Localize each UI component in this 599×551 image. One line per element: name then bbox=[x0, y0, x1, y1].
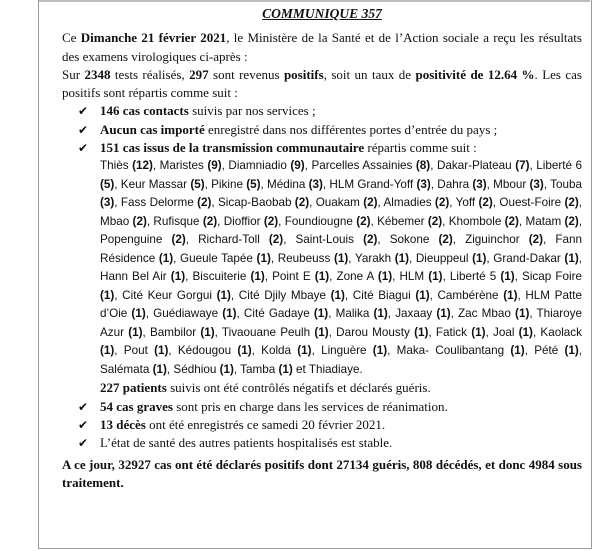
locality-entry: Mbao (2) bbox=[100, 214, 147, 228]
intro-paragraph: Ce Dimanche 21 février 2021, le Ministère de la Santé et de l’Action sociale a reçu les résultats des examens virologiques ci-après : bbox=[62, 30, 582, 64]
locality-entry: Reubeuss (1) bbox=[277, 251, 349, 265]
locality-entry: Point E (1) bbox=[272, 270, 330, 284]
recovered-line: 227 patients suivis ont été contrôlés négatifs et déclarés guéris. bbox=[100, 380, 431, 396]
locality-entry: Hann Bel Air (1) bbox=[100, 270, 186, 284]
locality-entry: Yarakh (1) bbox=[354, 251, 409, 265]
summary-paragraph: A ce jour, 32927 cas ont été déclarés positifs dont 27134 guéris, 808 décédés, et donc 4984 sous traitement. bbox=[62, 456, 582, 490]
locality-entry: Popenguine (2) bbox=[100, 233, 186, 247]
locality-entry: Foundiougne (2) bbox=[284, 214, 371, 228]
locality-entry: Pikine (5) bbox=[211, 177, 261, 191]
locality-entry: Ouest-Foire (2) bbox=[499, 196, 579, 210]
locality-entry: Cité Djily Mbaye (1) bbox=[238, 288, 345, 302]
locality-entry: Matam (2) bbox=[525, 214, 579, 228]
locality-entry: Thiès (12) bbox=[100, 159, 153, 173]
locality-entry: Salémata (1) bbox=[100, 362, 167, 376]
check-icon: ✔ bbox=[77, 417, 89, 432]
locality-entry: Cambérène (1) bbox=[437, 288, 518, 302]
locality-entry: Biscuiterie (1) bbox=[192, 270, 265, 284]
locality-entry: Khombole (2) bbox=[448, 214, 519, 228]
locality-entry: Cité Keur Gorgui (1) bbox=[122, 288, 231, 302]
list-item-deaths: ✔ 13 décès ont été enregistrés ce samedi 20 février 2021. bbox=[62, 416, 582, 434]
locality-entry: Dioffior (2) bbox=[223, 214, 279, 228]
positivity-rate: positivité de 12.64 % bbox=[415, 66, 535, 82]
locality-entry: Grand-Dakar (1) bbox=[493, 251, 579, 265]
list-item-imported: ✔ Aucun cas importé enregistré dans nos différentes portes d’entrée du pays ; bbox=[62, 121, 582, 139]
check-icon: ✔ bbox=[77, 436, 89, 451]
locality-entry: Liberté 5 (1) bbox=[449, 270, 515, 284]
community-cases-by-locality: Thiès (12), Maristes (9), Diamniadio (9), Parcelles Assainies (8), Dakar-Plateau (7), Liberté 6 (5), Keur Massar (5), Pikine (5), Médina (3), HLM Grand-Yoff (3), Dahra (3), Mbour (3), Touba (3), Fass Delorme (2), Sicap-Baobab (2), Ouakam (2), Almadies (2), Yoff (2), Ouest-Foire (2), Mbao (2), Rufisque (2), Dioffior (2), Foundiougne (2), Kébemer (2), Khombole (2), Matam (2), Popenguine (2), Richard-Toll (2), Saint-Louis (2), Sokone (2), Ziguinchor (2), Fann Résidence (1), Gueule Tapée (1), Reubeuss (1), Yarakh (1), Dieuppeul (1), Grand-Dakar (1), Hann Bel Air (1), Biscuiterie (1), Point E (1), Zone A (1), HLM (1), Liberté 5 (1), Sicap Foire (1), Cité Keur Gorgui (1), Cité Djily Mbaye (1), Cité Biagui (1), Cambérène (1), HLM Patte d’Oie (1), Guédiawaye (1), Cité Gadaye (1), Malika (1), Jaxaay (1), Zac Mbao (1), Thiaroye Azur (1), Bambilor (1), Tivaouane Peulh (1), Darou Mousty (1), Fatick (1), Joal (1), Kaolack (1), Pout (1), Kédougou (1), Kolda (1), Linguère (1), Maka- Coulibantang (1), Pété (1), Salémata (1), Sédhiou (1), Tamba (1) et Thiadiaye. bbox=[100, 159, 583, 376]
page-title: COMMUNIQUE 357 bbox=[262, 6, 382, 21]
locality-entry: HLM Patte d’Oie (1) bbox=[100, 288, 582, 321]
locality-entry: Diamniadio (9) bbox=[228, 159, 305, 173]
check-icon: ✔ bbox=[77, 104, 89, 119]
locality-entry: Thiadiaye. bbox=[308, 362, 363, 376]
locality-entry: Fatick (1) bbox=[435, 325, 486, 339]
locality-entry: Kébemer (2) bbox=[377, 214, 443, 228]
locality-entry: Ouakam (2) bbox=[315, 196, 378, 210]
locality-entry: Cité Biagui (1) bbox=[352, 288, 430, 302]
locality-entry: Jaxaay (1) bbox=[395, 307, 451, 321]
locality-entry: Keur Massar (5) bbox=[120, 177, 205, 191]
locality-entry: Médina (3) bbox=[267, 177, 323, 191]
locality-entry: Kolda (1) bbox=[261, 344, 312, 358]
locality-entry: Zac Mbao (1) bbox=[458, 307, 530, 321]
locality-entry: Linguère (1) bbox=[321, 344, 388, 358]
status-list bbox=[62, 398, 582, 453]
tests-paragraph: Sur 2348 tests réalisés, 297 sont revenus positifs, soit un taux de positivité de 12.64 %. Les cas positifs sont répartis comme suit : bbox=[62, 66, 582, 101]
locality-entry: Saint-Louis (2) bbox=[295, 233, 378, 247]
locality-entry: HLM Grand-Yoff (3) bbox=[329, 177, 431, 191]
locality-entry: Maristes (9) bbox=[159, 159, 222, 173]
locality-entry: Kédougou (1) bbox=[177, 344, 252, 358]
locality-entry: Dakar-Plateau (7) bbox=[436, 159, 530, 173]
locality-entry: Zone A (1) bbox=[336, 270, 393, 284]
list-item-stable: ✔ L’état de santé des autres patients hospitalisés est stable. bbox=[62, 434, 582, 452]
locality-entry: Dieuppeul (1) bbox=[415, 251, 487, 265]
locality-entry: Rufisque (2) bbox=[153, 214, 218, 228]
list-item-contacts: ✔ 146 cas contacts suivis par nos services ; bbox=[62, 102, 582, 120]
locality-entry: Tivaouane Peulh (1) bbox=[221, 325, 329, 339]
locality-entry: Pété (1) bbox=[534, 344, 579, 358]
locality-entry: Mbour (3) bbox=[493, 177, 544, 191]
locality-entry: Touba (3) bbox=[100, 177, 582, 210]
list-item-severe: ✔ 54 cas graves sont pris en charge dans les services de réanimation. bbox=[62, 398, 582, 416]
locality-entry: Guédiawaye (1) bbox=[153, 307, 237, 321]
locality-entry: Sokone (2) bbox=[389, 233, 453, 247]
check-icon: ✔ bbox=[77, 399, 89, 414]
list-item-community: ✔ 151 cas issus de la transmission communautaire répartis comme suit : bbox=[62, 139, 582, 157]
locality-entry: Liberté 6 (5) bbox=[100, 159, 582, 191]
locality-entry: Bambilor (1) bbox=[150, 325, 215, 339]
locality-entry: Darou Mousty (1) bbox=[336, 325, 429, 339]
locality-entry: Sicap-Baobab (2) bbox=[218, 196, 310, 210]
locality-entry: Gueule Tapée (1) bbox=[180, 251, 271, 265]
communique-page bbox=[62, 5, 582, 492]
locality-entry: Parcelles Assainies (8) bbox=[311, 159, 431, 173]
locality-entry: HLM (1) bbox=[399, 270, 443, 284]
locality-entry: Almadies (2) bbox=[383, 196, 450, 210]
locality-entry: Fass Delorme (2) bbox=[120, 196, 212, 210]
locality-entry: Sicap Foire (1) bbox=[100, 270, 583, 302]
locality-entry: Fann Résidence (1) bbox=[100, 233, 582, 265]
locality-entry: Thiaroye Azur (1) bbox=[100, 307, 582, 339]
report-date: Dimanche 21 février 2021 bbox=[80, 30, 227, 46]
case-breakdown-list bbox=[62, 102, 582, 157]
locality-entry: Malika (1) bbox=[335, 307, 388, 321]
locality-entry: Richard-Toll (2) bbox=[198, 233, 284, 247]
locality-entry: Sédhiou (1) bbox=[173, 362, 234, 376]
locality-entry: Tamba (1) bbox=[240, 362, 293, 376]
locality-entry: Yoff (2) bbox=[455, 196, 493, 210]
locality-entry: Cité Gadaye (1) bbox=[243, 307, 329, 321]
positive-count: 297 bbox=[189, 66, 209, 82]
locality-entry: Pout (1) bbox=[123, 344, 169, 358]
locality-entry: Joal (1) bbox=[492, 325, 533, 339]
check-icon: ✔ bbox=[77, 122, 89, 137]
locality-entry: Dahra (3) bbox=[437, 177, 487, 191]
tests-total: 2348 bbox=[84, 66, 111, 82]
check-icon: ✔ bbox=[77, 141, 89, 156]
locality-entry: Ziguinchor (2) bbox=[465, 233, 544, 247]
locality-entry: Kaolack (1) bbox=[100, 325, 582, 358]
locality-entry: Maka- Coulibantang (1) bbox=[396, 344, 525, 358]
